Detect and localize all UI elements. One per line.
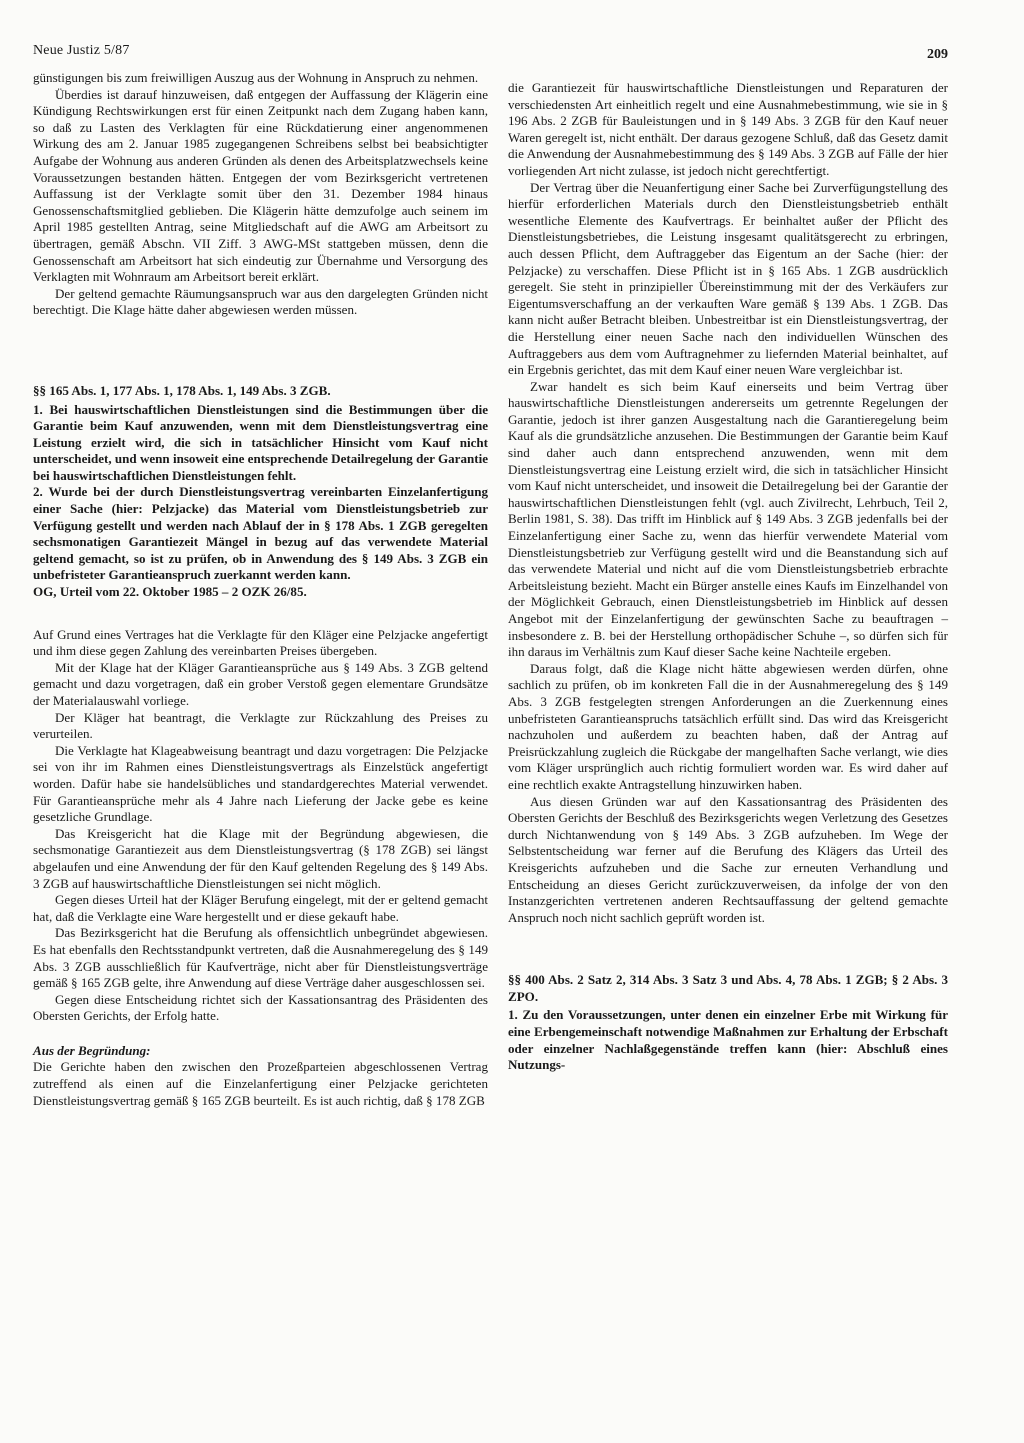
norm-heading: §§ 165 Abs. 1, 177 Abs. 1, 178 Abs. 1, 149 Abs. 3 ZGB. (33, 382, 331, 398)
facts-paragraph: Das Kreisgericht hat die Klage mit der Begründung abgewiesen, die sechsmonatige Garantiezeit aus dem Dienstleistungsvertrag (§ 178 ZGB) sei längst abgelaufen und eine Anwendung der für den Kauf geltenden Regelung des § 149 Abs. 3 ZGB auf hauswirtschaftliche Dienstleistungen sei nicht möglich. (33, 825, 488, 891)
facts-paragraph: Auf Grund eines Vertrages hat die Verklagte für den Kläger eine Pelzjacke angefertigt und ihm diese gegen Zahlung des vereinbarten Preises übergeben. (33, 626, 488, 659)
norm-heading: §§ 400 Abs. 2 Satz 2, 314 Abs. 3 Satz 3 und Abs. 4, 78 Abs. 1 ZGB; § 2 Abs. 3 ZPO. (508, 972, 948, 1004)
facts-paragraph: Gegen dieses Urteil hat der Kläger Berufung eingelegt, mit der er geltend gemacht hat, daß die Verklagte eine Ware hergestellt und er diese gekauft habe. (33, 892, 488, 924)
headnote: 1. Bei hauswirtschaftlichen Dienstleistungen sind die Bestimmungen über die Garantie beim Kauf anzuwenden, wenn mit dem Dienstleistungsvertrag eine Leistung erzielt wird, die sich in tatsächlicher Hinsicht vom Kauf nicht unterscheidet, und wenn insoweit eine entsprechende Detailregelung der Garantie bei hauswirtschaftlichen Dienstleistungen fehlt. (33, 401, 488, 483)
body-paragraph: Der Vertrag über die Neuanfertigung einer Sache bei Zurverfügungstellung des hierfür erforderlichen Materials durch den Dienstleistungsbetrieb enthält wesentliche Elemente des Kaufvertrags. Er beinhaltet außer der Pflicht des Dienstleistungsbetriebes, die Leistung insgesamt qualitätsgerecht zu erbringen, auch dessen Pflicht, dem Auftraggeber das Eigentum an der Sache (hier: der Pelzjacke) zu verschaffen. Diese Pflicht ist in § 165 Abs. 1 ZGB ausdrücklich geregelt. Sie steht in prinzipieller Übereinstimmung mit der des Verkäufers zur Eigentumsverschaffung an der verkauften Ware gemäß § 139 Abs. 1 ZGB. Das kann nicht außer Betracht bleiben. Unbestreitbar ist ein Dienstleistungsvertrag, der die Herstellung einer neuen Sache nach den individuellen Wünschen des Auftraggebers aus dem vom Auftragnehmer zu liefernden Material beinhaltet, auf ein Ergebnis gerichtet, das mit dem Kauf einer neuen Ware vergleichbar ist. (508, 179, 948, 378)
court-citation: OG, Urteil vom 22. Oktober 1985 – 2 OZK 26/85. (33, 584, 307, 600)
section-gap (33, 319, 488, 365)
journal-issue-header: Neue Justiz 5/87 (33, 43, 130, 58)
reasons-paragraph: Die Gerichte haben den zwischen den Prozeßparteien abgeschlossenen Vertrag zutreffend als einen auf die Einzelanfertigung einer Pelzjacke gerichteten Dienstleistungsvertrag gemäß § 165 ZGB beurteilt. Es ist auch richtig, daß § 178 ZGB (33, 1059, 488, 1108)
continuation-paragraph: günstigungen bis zum freiwilligen Auszug aus der Wohnung in Anspruch zu nehmen. (33, 70, 479, 85)
facts-paragraph: Das Bezirksgericht hat die Berufung als offensichtlich unbegründet abgewiesen. Es hat ebenfalls den Rechtsstandpunkt vertreten, daß die Ausnahmeregelung des § 149 Abs. 3 ZGB ausschließlich für Kaufverträge, nicht aber für Dienstleistungsverträge gemäß § 165 ZGB gelte, ihre Anwendung auf diese Verträge daher ausgeschlossen sei. (33, 925, 488, 991)
section-gap (508, 926, 948, 954)
body-paragraph: die Garantiezeit für hauswirtschaftliche Dienstleistungen und Reparaturen der verschiedensten Art einheitlich regelt und eine Ausnahmebestimmung, wie sie in § 196 Abs. 2 ZGB für Bauleistungen und in § 149 Abs. 3 ZGB für den Kauf neuer Waren geregelt ist, nicht enthält. Der daraus gezogene Schluß, daß das Gesetz damit die Anwendung der Ausnahmebestimmung des § 149 Abs. 3 ZGB auf Fälle der hier vorliegenden Art nicht zulasse, ist jedoch nicht gerechtfertigt. (508, 80, 948, 178)
reasons-heading: Aus der Begründung: (33, 1042, 151, 1058)
body-paragraph: Daraus folgt, daß die Klage nicht hätte abgewiesen werden dürfen, ohne sachlich zu prüfen, ob im konkreten Fall die in der Ausnahmeregelung des § 149 Abs. 3 ZGB festgelegten strengen Anforderungen an die Zuerkennung eines unbefristeten Garantieanspruchs tatsächlich erfüllt sind. Das wird das Kreisgericht nachzuholen und außerdem zu beachten haben, daß der Antrag auf Preisrückzahlung zugleich die Rückgabe der mangelhaften Sache verlangt, wie dies vom Kläger ursprünglich auch richtig formuliert worden war. Es wird daher auf eine rechtlich exakte Antragstellung hinzuwirken haben. (508, 660, 948, 792)
headnote: 2. Wurde bei der durch Dienstleistungsvertrag vereinbarten Einzelanfertigung einer Sache (hier: Pelzjacke) das Material vom Dienstleistungsbetrieb zur Verfügung gestellt und werden nach Ablauf der in § 178 Abs. 1 ZGB geregelten sechsmonatigen Garantiezeit Mängel in bezug auf das verwendete Material geltend gemacht, so ist zu prüfen, ob in Anwendung des § 149 Abs. 3 ZGB ein unbefristeter Garantieanspruch zuerkannt werden kann. (33, 484, 488, 583)
continuation-paragraph: Überdies ist darauf hinzuweisen, daß entgegen der Auffassung der Klägerin eine Kündigung Rechtswirkungen erst für einen Zeitpunkt nach dem Zugang haben kann, so daß zu Lasten des Verklagten für eine Rückdatierung einer angenommenen Wirkung des am 2. Januar 1985 zugegangenen Schreibens selbst bei beabsichtigter Aufgabe der Wohnung aus anderen Gründen als denen des Arbeitsplatzwechsels keine Voraussetzungen bestanden hätten. Entgegen der vom Bezirksgericht vertretenen Auffassung ist der Verklagte somit über den 31. Dezember 1984 hinaus Genossenschaftsmitglied geblieben. Die Klägerin hätte demzufolge auch seinem im April 1985 gestellten Antrag, seine Mitgliedschaft auf die AWG am Arbeitsort zu übertragen, gemäß Abschn. VII Ziff. 3 AWG-MSt stattgeben müssen, denn die Genossenschaft am Arbeitsort hat sich eindeutig zur Übernahme und Versorgung des Verklagten mit Wohnraum am Arbeitsort bereit erklärt. (33, 86, 488, 285)
facts-paragraph: Mit der Klage hat der Kläger Garantieansprüche aus § 149 Abs. 3 ZGB geltend gemacht und dazu vorgetragen, daß ein grober Verstoß gegen elementare Grundsätze der Materialauswahl vorliege. (33, 659, 488, 708)
facts-paragraph: Die Verklagte hat Klageabweisung beantragt und dazu vorgetragen: Die Pelzjacke sei von ihr im Rahmen eines Dienstleistungsvertrags als Einzelstück angefertigt worden. Dafür habe sie handelsübliches und standardgerechtes Material verwendet. Für Garantieansprüche mehr als 4 Jahre nach Lieferung der Jacke gebe es keine gesetzliche Grundlage. (33, 742, 488, 825)
right-column (508, 80, 948, 1074)
facts-paragraph: Gegen diese Entscheidung richtet sich der Kassationsantrag des Präsidenten des Obersten Gerichts, der Erfolg hatte. (33, 991, 488, 1024)
page-number: 209 (927, 47, 948, 62)
body-paragraph: Aus diesen Gründen war auf den Kassationsantrag des Präsidenten des Obersten Gerichts der Beschluß des Bezirksgerichts wegen Verletzung des Gesetzes durch Nichtanwendung von § 149 Abs. 3 ZGB aufzuheben. Im Wege der Selbstentscheidung war ferner auf die Berufung des Klägers das Urteil des Kreisgerichts aufzuheben und die Sache zur erneuten Verhandlung und Entscheidung an dieses Gericht zurückzuverweisen, da infolge der von den Instanzgerichten vertretenen anderen Rechtsauffassung der geltend gemachte Anspruch noch nicht sachlich geprüft worden ist. (508, 793, 948, 925)
continuation-paragraph: Der geltend gemachte Räumungsanspruch war aus den dargelegten Gründen nicht berechtigt. Die Klage hätte daher abgewiesen werden müssen. (33, 285, 488, 318)
body-paragraph: Zwar handelt es sich beim Kauf einerseits und beim Vertrag über hauswirtschaftliche Dienstleistungen andererseits um getrennte Regelungen der Garantie, jedoch ist ihrer ganzen Ausgestaltung nach die Garantieregelung beim Kauf als die grundsätzliche anzusehen. Die Bestimmungen der Garantie beim Kauf sind daher auch dann entsprechend anzuwenden, wenn mit dem Dienstleistungsvertrag eine Leistung erzielt wird, die sich in tatsächlicher Hinsicht vom Kauf nicht unterscheidet, und insoweit die Detailregelung bei der Garantie der hauswirtschaftlichen Dienstleistungen fehlt (vgl. auch Zivilrecht, Lehrbuch, Teil 2, Berlin 1981, S. 38). Das trifft im Hinblick auf § 149 Abs. 3 ZGB jedenfalls bei der Einzelanfertigung einer Sache zu, wenn das hierfür verwendete Material vom Dienstleistungsbetrieb zur Verfügung gestellt wird und die Beanstandung sich auf das verwendete Material und nicht auf die vom Dienstleistungsbetrieb erbrachte Arbeitsleistung bezieht. Macht ein Bürger anstelle eines Kaufs im Einzelhandel von der Möglichkeit Gebrauch, einen Dienstleistungsbetrieb im Hinblick auf dessen Angebot mit der Einzelanfertigung der gewünschten Sache zu beauftragen – insbesondere z. B. bei der Herstellung orthopädischer Schuhe –, so dürfen sich für ihn daraus im Verhältnis zum Kauf dieser Sache keine Nachteile ergeben. (508, 378, 948, 660)
facts-paragraph: Der Kläger hat beantragt, die Verklagte zur Rückzahlung des Preises zu verurteilen. (33, 709, 488, 742)
headnote: 1. Zu den Voraussetzungen, unter denen ein einzelner Erbe mit Wirkung für eine Erbengemeinschaft notwendige Maßnahmen zur Erhaltung der Erbschaft oder einzelner Nachlaßgegenstände treffen kann (hier: Abschluß eines Nutzungs- (508, 1007, 948, 1073)
left-column (33, 70, 488, 1109)
